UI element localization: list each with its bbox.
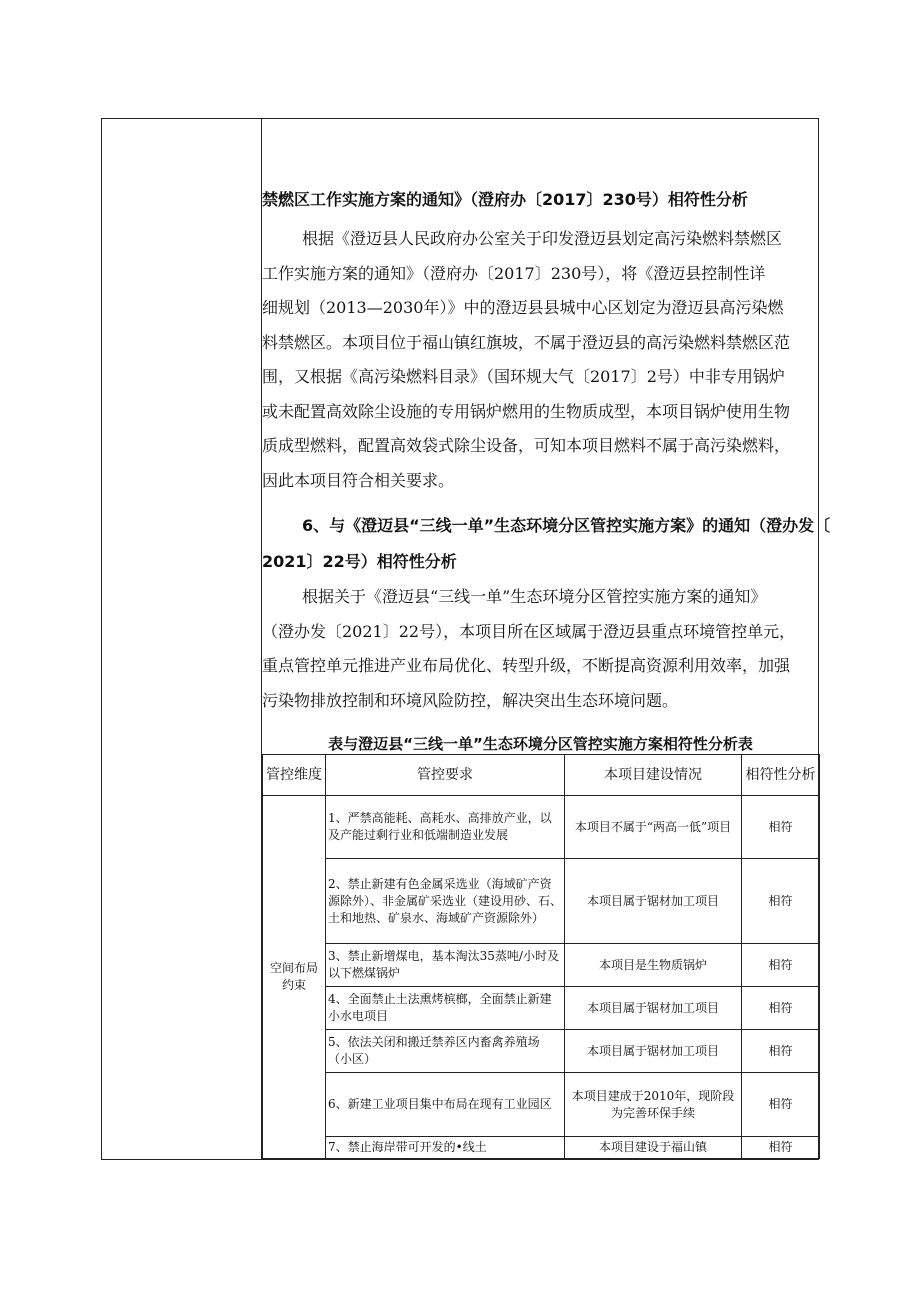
paragraph-line: 或未配置高效除尘设施的专用锅炉燃用的生物质成型，本项目锅炉使用生物 bbox=[262, 401, 791, 421]
paragraph-three-lines bbox=[262, 580, 817, 718]
conformity-table bbox=[262, 754, 820, 1159]
situation-cell: 本项目不属于“两高一低”项目 bbox=[565, 796, 742, 859]
paragraph-burn-zone bbox=[262, 222, 817, 498]
table-header-row bbox=[263, 755, 820, 796]
content-cell bbox=[262, 118, 831, 1160]
paragraph-line: 根据《澄迈县人民政府办公室关于印发澄迈县划定高污染燃料禁燃区 bbox=[302, 229, 783, 248]
situation-cell: 本项目属于锯材加工项目 bbox=[565, 859, 742, 944]
header-situation: 本项目建设情况 bbox=[565, 755, 742, 796]
requirement-cell: 2、禁止新建有色金属采选业（海域矿产资源除外）、非金属矿采选业（建设用砂、石、土和地热、矿泉水、海域矿产资源除外） bbox=[326, 859, 565, 944]
conformity-cell: 相符 bbox=[742, 987, 820, 1030]
header-requirement: 管控要求 bbox=[326, 755, 565, 796]
table-row bbox=[263, 987, 820, 1030]
paragraph-line: 细规划（2013—2030年）》中的澄迈县县城中心区划定为澄迈县高污染燃 bbox=[262, 298, 784, 317]
conformity-cell: 相符 bbox=[742, 1073, 820, 1137]
paragraph-line: 工作实施方案的通知》（澄府办〔2017〕230号），将《澄迈县控制性详 bbox=[262, 263, 766, 283]
header-dimension: 管控维度 bbox=[263, 755, 326, 796]
header-conformity: 相符性分析 bbox=[742, 755, 820, 796]
situation-cell: 本项目属于锯材加工项目 bbox=[565, 1030, 742, 1073]
table-row bbox=[263, 859, 820, 944]
paragraph-line: 重点管控单元推进产业布局优化、转型升级，不断提高资源利用效率，加强 bbox=[262, 656, 791, 675]
table-row bbox=[263, 1030, 820, 1073]
requirement-cell: 6、新建工业项目集中布局在现有工业园区 bbox=[326, 1073, 565, 1137]
conformity-cell: 相符 bbox=[742, 859, 820, 944]
table-row bbox=[263, 1073, 820, 1137]
conformity-cell: 相符 bbox=[742, 796, 820, 859]
section-6-heading-line2: 2021〕22号）相符性分析 bbox=[262, 552, 457, 571]
situation-cell: 本项目建成于2010年，现阶段为完善环保手续 bbox=[565, 1073, 742, 1137]
paragraph-line: 质成型燃料，配置高效袋式除尘设备，可知本项目燃料不属于高污染燃料， bbox=[262, 436, 791, 455]
requirement-cell: 5、依法关闭和搬迁禁养区内畜禽养殖场（小区） bbox=[326, 1030, 565, 1073]
requirement-cell: 4、全面禁止土法熏烤槟榔，全面禁止新建小水电项目 bbox=[326, 987, 565, 1030]
situation-cell: 本项目是生物质锅炉 bbox=[565, 944, 742, 987]
table-caption: 表与澄迈县“三线一单”生态环境分区管控实施方案相符性分析表 bbox=[328, 735, 753, 753]
requirement-cell: 7、禁止海岸带可开发的•线土 bbox=[326, 1137, 565, 1159]
table-row bbox=[263, 796, 820, 859]
situation-cell: 本项目建设于福山镇 bbox=[565, 1137, 742, 1159]
table-row bbox=[263, 1137, 820, 1159]
paragraph-line: 料禁燃区。本项目位于福山镇红旗坡，不属于澄迈县的高污染燃料禁燃区范 bbox=[262, 332, 791, 352]
table-row bbox=[263, 944, 820, 987]
paragraph-line: 因此本项目符合相关要求。 bbox=[262, 470, 455, 490]
requirement-cell: 3、禁止新增煤电，基本淘汰35蒸吨/小时及以下燃煤锅炉 bbox=[326, 944, 565, 987]
paragraph-line: （澄办发〔2021〕22号），本项目所在区域属于澄迈县重点环境管控单元， bbox=[262, 621, 796, 641]
dimension-cell: 空间布局约束 bbox=[263, 796, 326, 1159]
conformity-cell: 相符 bbox=[742, 944, 820, 987]
paragraph-line: 污染物排放控制和环境风险防控，解决突出生态环境问题。 bbox=[262, 690, 679, 710]
requirement-cell: 1、严禁高能耗、高耗水、高排放产业，以及产能过剩行业和低端制造业发展 bbox=[326, 796, 565, 859]
section-6-heading-line1: 6、与《澄迈县“三线一单”生态环境分区管控实施方案》的通知（澄办发〔 bbox=[302, 516, 831, 535]
paragraph-line: 根据关于《澄迈县“三线一单”生态环境分区管控实施方案的通知》 bbox=[302, 587, 767, 606]
paragraph-line: 围，又根据《高污染燃料目录》（国环规大气〔2017〕2号）中非专用锅炉 bbox=[262, 367, 785, 386]
section-heading-continued: 禁燃区工作实施方案的通知》（澄府办〔2017〕230号）相符性分析 bbox=[262, 190, 748, 209]
conformity-cell: 相符 bbox=[742, 1137, 820, 1159]
conformity-cell: 相符 bbox=[742, 1030, 820, 1073]
situation-cell: 本项目属于锯材加工项目 bbox=[565, 987, 742, 1030]
